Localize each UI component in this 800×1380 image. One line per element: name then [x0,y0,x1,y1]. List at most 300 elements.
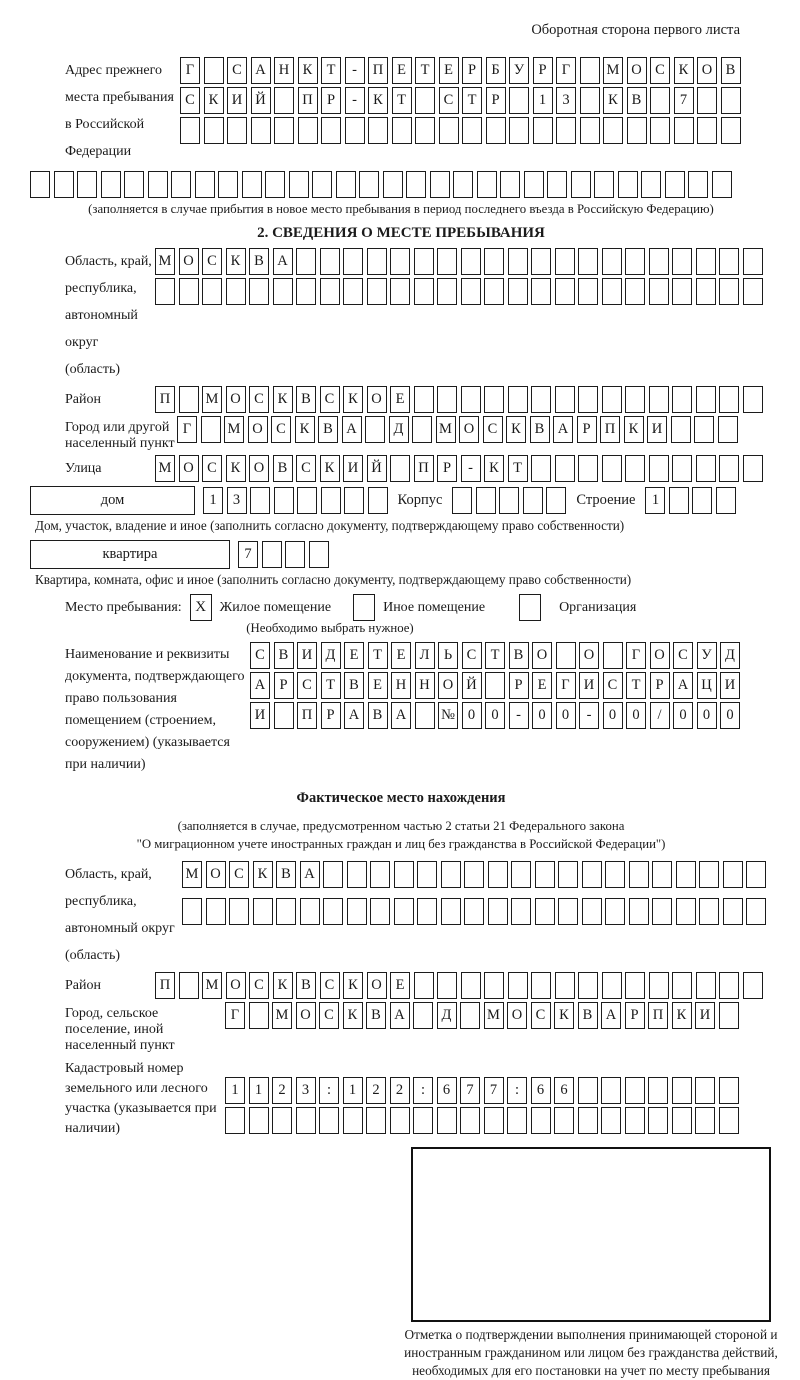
char-cell[interactable]: Р [533,57,553,84]
char-cell[interactable] [300,898,320,925]
char-cell[interactable] [437,1107,457,1134]
char-cell[interactable] [499,487,519,514]
char-cell[interactable] [320,248,340,275]
char-cell[interactable] [546,487,566,514]
char-cell[interactable] [274,702,294,729]
char-cell[interactable] [547,171,567,198]
char-cell[interactable]: Р [437,455,457,482]
char-cell[interactable]: В [296,386,316,413]
char-cell[interactable]: А [673,672,693,699]
char-cell[interactable]: Е [439,57,459,84]
char-cell[interactable] [716,487,736,514]
char-cell[interactable] [453,171,473,198]
char-cell[interactable]: М [155,248,175,275]
char-cell[interactable] [204,57,224,84]
char-cell[interactable]: А [390,1002,410,1029]
char-cell[interactable]: - [461,455,481,482]
char-cell[interactable] [417,898,437,925]
char-cell[interactable]: М [224,416,244,443]
char-cell[interactable]: А [250,672,270,699]
char-cell[interactable] [696,278,716,305]
char-cell[interactable]: И [343,455,363,482]
char-cell[interactable] [672,386,692,413]
char-cell[interactable]: Л [415,642,435,669]
char-cell[interactable]: Н [274,57,294,84]
char-cell[interactable]: В [366,1002,386,1029]
char-cell[interactable] [464,861,484,888]
char-cell[interactable] [101,171,121,198]
char-cell[interactable] [298,117,318,144]
char-cell[interactable] [672,972,692,999]
char-cell[interactable] [697,117,717,144]
char-cell[interactable]: А [273,248,293,275]
char-cell[interactable]: : [319,1077,339,1104]
char-cell[interactable] [555,455,575,482]
char-cell[interactable]: О [459,416,479,443]
char-cell[interactable] [674,117,694,144]
char-cell[interactable]: С [180,87,200,114]
char-cell[interactable] [30,171,50,198]
char-cell[interactable] [297,487,317,514]
char-cell[interactable]: К [273,386,293,413]
char-cell[interactable] [692,487,712,514]
char-cell[interactable] [746,861,766,888]
char-cell[interactable] [625,248,645,275]
char-cell[interactable] [602,972,622,999]
char-cell[interactable] [699,861,719,888]
char-cell[interactable]: О [179,455,199,482]
char-cell[interactable] [484,386,504,413]
char-cell[interactable]: Р [577,416,597,443]
char-cell[interactable]: Й [462,672,482,699]
char-cell[interactable]: № [438,702,458,729]
char-cell[interactable]: К [603,87,623,114]
char-cell[interactable]: Е [368,672,388,699]
char-cell[interactable]: О [226,386,246,413]
char-cell[interactable] [437,248,457,275]
char-cell[interactable] [367,248,387,275]
char-cell[interactable]: И [720,672,740,699]
char-cell[interactable] [415,87,435,114]
char-cell[interactable]: 1 [533,87,553,114]
char-cell[interactable]: Г [556,672,576,699]
char-cell[interactable]: А [601,1002,621,1029]
char-cell[interactable]: Т [485,642,505,669]
char-cell[interactable]: - [345,87,365,114]
char-cell[interactable] [394,861,414,888]
char-cell[interactable] [508,248,528,275]
char-cell[interactable]: В [249,248,269,275]
char-cell[interactable] [696,386,716,413]
char-cell[interactable] [242,171,262,198]
char-cell[interactable]: Р [650,672,670,699]
char-cell[interactable] [437,386,457,413]
organizatsiya-checkbox[interactable] [519,594,541,621]
char-cell[interactable] [605,861,625,888]
char-cell[interactable] [452,487,472,514]
char-cell[interactable] [723,861,743,888]
char-cell[interactable] [743,455,763,482]
char-cell[interactable] [625,1077,645,1104]
char-cell[interactable]: 0 [720,702,740,729]
char-cell[interactable] [390,1107,410,1134]
char-cell[interactable]: С [202,248,222,275]
zhiloe-checkbox[interactable]: X [190,594,212,621]
char-cell[interactable] [618,171,638,198]
char-cell[interactable] [309,541,329,568]
char-cell[interactable] [746,898,766,925]
char-cell[interactable] [437,972,457,999]
char-cell[interactable]: П [414,455,434,482]
char-cell[interactable]: К [204,87,224,114]
char-cell[interactable] [605,898,625,925]
char-cell[interactable] [343,278,363,305]
char-cell[interactable] [648,1077,668,1104]
char-cell[interactable] [602,278,622,305]
char-cell[interactable]: О [206,861,226,888]
char-cell[interactable] [343,1107,363,1134]
char-cell[interactable]: Е [532,672,552,699]
char-cell[interactable] [696,248,716,275]
char-cell[interactable] [582,861,602,888]
char-cell[interactable] [272,1107,292,1134]
char-cell[interactable] [460,1002,480,1029]
char-cell[interactable] [488,898,508,925]
char-cell[interactable]: Р [321,87,341,114]
char-cell[interactable]: К [624,416,644,443]
char-cell[interactable] [464,898,484,925]
char-cell[interactable] [343,248,363,275]
char-cell[interactable] [296,278,316,305]
char-cell[interactable]: 7 [484,1077,504,1104]
char-cell[interactable]: К [672,1002,692,1029]
char-cell[interactable] [296,1107,316,1134]
char-cell[interactable] [226,278,246,305]
char-cell[interactable]: М [182,861,202,888]
char-cell[interactable]: 0 [532,702,552,729]
char-cell[interactable] [392,117,412,144]
char-cell[interactable] [578,1077,598,1104]
char-cell[interactable]: О [438,672,458,699]
char-cell[interactable] [430,171,450,198]
char-cell[interactable]: 0 [556,702,576,729]
char-cell[interactable] [415,702,435,729]
char-cell[interactable] [414,248,434,275]
char-cell[interactable]: О [627,57,647,84]
dom-box[interactable]: дом [30,486,195,515]
char-cell[interactable] [179,972,199,999]
char-cell[interactable] [580,57,600,84]
char-cell[interactable] [262,541,282,568]
char-cell[interactable]: Г [180,57,200,84]
char-cell[interactable] [370,898,390,925]
char-cell[interactable]: 2 [272,1077,292,1104]
char-cell[interactable]: И [227,87,247,114]
char-cell[interactable] [554,1107,574,1134]
char-cell[interactable] [345,117,365,144]
char-cell[interactable] [650,117,670,144]
char-cell[interactable]: Г [556,57,576,84]
char-cell[interactable] [274,487,294,514]
char-cell[interactable]: : [413,1077,433,1104]
char-cell[interactable]: Т [462,87,482,114]
char-cell[interactable] [225,1107,245,1134]
char-cell[interactable] [155,278,175,305]
char-cell[interactable]: О [179,248,199,275]
char-cell[interactable]: П [155,386,175,413]
char-cell[interactable] [531,248,551,275]
char-cell[interactable] [555,386,575,413]
char-cell[interactable] [672,1107,692,1134]
char-cell[interactable] [556,642,576,669]
char-cell[interactable]: Е [390,386,410,413]
char-cell[interactable]: Д [437,1002,457,1029]
char-cell[interactable] [508,386,528,413]
char-cell[interactable]: / [650,702,670,729]
char-cell[interactable] [274,117,294,144]
char-cell[interactable]: А [251,57,271,84]
char-cell[interactable]: С [650,57,670,84]
char-cell[interactable]: Р [462,57,482,84]
char-cell[interactable]: 1 [249,1077,269,1104]
char-cell[interactable]: 0 [603,702,623,729]
char-cell[interactable] [323,861,343,888]
char-cell[interactable] [625,1107,645,1134]
char-cell[interactable]: А [300,861,320,888]
char-cell[interactable] [649,278,669,305]
char-cell[interactable]: М [272,1002,292,1029]
char-cell[interactable] [508,278,528,305]
char-cell[interactable]: К [343,1002,363,1029]
char-cell[interactable]: В [578,1002,598,1029]
char-cell[interactable]: Й [251,87,271,114]
char-cell[interactable]: А [391,702,411,729]
char-cell[interactable]: У [697,642,717,669]
char-cell[interactable] [555,248,575,275]
char-cell[interactable] [696,455,716,482]
char-cell[interactable]: С [202,455,222,482]
char-cell[interactable]: Т [508,455,528,482]
char-cell[interactable]: В [318,416,338,443]
char-cell[interactable]: 7 [674,87,694,114]
char-cell[interactable] [641,171,661,198]
char-cell[interactable] [296,248,316,275]
char-cell[interactable] [580,87,600,114]
char-cell[interactable]: В [721,57,741,84]
char-cell[interactable] [368,117,388,144]
char-cell[interactable]: Д [720,642,740,669]
char-cell[interactable] [712,171,732,198]
char-cell[interactable]: О [579,642,599,669]
char-cell[interactable]: П [600,416,620,443]
char-cell[interactable]: О [367,386,387,413]
char-cell[interactable] [721,117,741,144]
char-cell[interactable]: П [155,972,175,999]
char-cell[interactable]: К [295,416,315,443]
char-cell[interactable] [719,1107,739,1134]
char-cell[interactable] [366,1107,386,1134]
char-cell[interactable]: 1 [225,1077,245,1104]
char-cell[interactable] [578,972,598,999]
char-cell[interactable] [77,171,97,198]
char-cell[interactable] [555,972,575,999]
char-cell[interactable]: - [345,57,365,84]
char-cell[interactable] [603,642,623,669]
char-cell[interactable] [524,171,544,198]
char-cell[interactable]: 7 [238,541,258,568]
char-cell[interactable]: П [648,1002,668,1029]
char-cell[interactable] [461,972,481,999]
char-cell[interactable] [625,278,645,305]
char-cell[interactable]: К [226,455,246,482]
char-cell[interactable] [250,487,270,514]
char-cell[interactable]: С [673,642,693,669]
char-cell[interactable]: Н [391,672,411,699]
char-cell[interactable] [719,972,739,999]
char-cell[interactable]: 0 [462,702,482,729]
char-cell[interactable]: В [627,87,647,114]
char-cell[interactable]: О [248,416,268,443]
char-cell[interactable] [460,1107,480,1134]
char-cell[interactable] [555,278,575,305]
char-cell[interactable] [523,487,543,514]
char-cell[interactable] [180,117,200,144]
char-cell[interactable]: С [531,1002,551,1029]
char-cell[interactable]: 1 [343,1077,363,1104]
char-cell[interactable]: : [507,1077,527,1104]
char-cell[interactable] [601,1107,621,1134]
char-cell[interactable]: К [368,87,388,114]
char-cell[interactable]: Г [177,416,197,443]
char-cell[interactable]: С [227,57,247,84]
char-cell[interactable]: О [532,642,552,669]
char-cell[interactable]: Й [367,455,387,482]
char-cell[interactable] [672,278,692,305]
char-cell[interactable]: 0 [697,702,717,729]
char-cell[interactable] [321,117,341,144]
char-cell[interactable] [531,455,551,482]
char-cell[interactable] [511,898,531,925]
char-cell[interactable] [417,861,437,888]
char-cell[interactable] [285,541,305,568]
char-cell[interactable]: 3 [556,87,576,114]
char-cell[interactable]: У [509,57,529,84]
char-cell[interactable] [676,861,696,888]
char-cell[interactable]: Т [392,87,412,114]
char-cell[interactable] [171,171,191,198]
char-cell[interactable] [649,972,669,999]
char-cell[interactable] [719,1002,739,1029]
char-cell[interactable]: В [530,416,550,443]
char-cell[interactable] [669,487,689,514]
char-cell[interactable]: Т [626,672,646,699]
char-cell[interactable] [695,1077,715,1104]
char-cell[interactable] [719,248,739,275]
kvartira-box[interactable]: квартира [30,540,230,569]
char-cell[interactable] [694,416,714,443]
char-cell[interactable]: Е [392,57,412,84]
char-cell[interactable]: К [253,861,273,888]
char-cell[interactable] [319,1107,339,1134]
char-cell[interactable] [699,898,719,925]
char-cell[interactable]: 6 [531,1077,551,1104]
char-cell[interactable] [414,278,434,305]
char-cell[interactable] [535,898,555,925]
char-cell[interactable]: С [296,455,316,482]
char-cell[interactable] [253,898,273,925]
char-cell[interactable]: В [273,455,293,482]
char-cell[interactable] [265,171,285,198]
char-cell[interactable] [578,455,598,482]
char-cell[interactable]: С [319,1002,339,1029]
char-cell[interactable] [625,972,645,999]
char-cell[interactable] [359,171,379,198]
char-cell[interactable]: Г [626,642,646,669]
char-cell[interactable] [370,861,390,888]
char-cell[interactable] [695,1107,715,1134]
char-cell[interactable] [500,171,520,198]
char-cell[interactable] [477,171,497,198]
char-cell[interactable] [556,117,576,144]
char-cell[interactable] [743,278,763,305]
char-cell[interactable]: М [202,386,222,413]
char-cell[interactable]: С [462,642,482,669]
char-cell[interactable]: Д [321,642,341,669]
char-cell[interactable] [558,898,578,925]
char-cell[interactable] [461,248,481,275]
char-cell[interactable]: К [343,972,363,999]
char-cell[interactable] [571,171,591,198]
char-cell[interactable] [229,898,249,925]
char-cell[interactable] [406,171,426,198]
char-cell[interactable] [509,117,529,144]
char-cell[interactable]: С [320,386,340,413]
char-cell[interactable]: О [296,1002,316,1029]
char-cell[interactable]: И [250,702,270,729]
char-cell[interactable]: К [298,57,318,84]
char-cell[interactable] [273,278,293,305]
char-cell[interactable]: Е [344,642,364,669]
char-cell[interactable] [206,898,226,925]
char-cell[interactable]: Б [486,57,506,84]
char-cell[interactable] [336,171,356,198]
char-cell[interactable]: П [368,57,388,84]
char-cell[interactable] [578,1107,598,1134]
char-cell[interactable]: 1 [645,487,665,514]
char-cell[interactable] [413,1002,433,1029]
char-cell[interactable]: С [249,972,269,999]
char-cell[interactable] [625,386,645,413]
char-cell[interactable] [367,278,387,305]
char-cell[interactable] [415,117,435,144]
char-cell[interactable] [718,416,738,443]
char-cell[interactable] [461,278,481,305]
char-cell[interactable]: С [483,416,503,443]
char-cell[interactable]: О [249,455,269,482]
char-cell[interactable] [179,386,199,413]
stamp-box[interactable] [411,1147,771,1322]
char-cell[interactable] [195,171,215,198]
char-cell[interactable] [344,487,364,514]
char-cell[interactable]: К [226,248,246,275]
char-cell[interactable]: С [297,672,317,699]
char-cell[interactable]: О [697,57,717,84]
char-cell[interactable] [227,117,247,144]
char-cell[interactable] [368,487,388,514]
char-cell[interactable] [672,1077,692,1104]
char-cell[interactable]: О [226,972,246,999]
char-cell[interactable]: С [603,672,623,699]
